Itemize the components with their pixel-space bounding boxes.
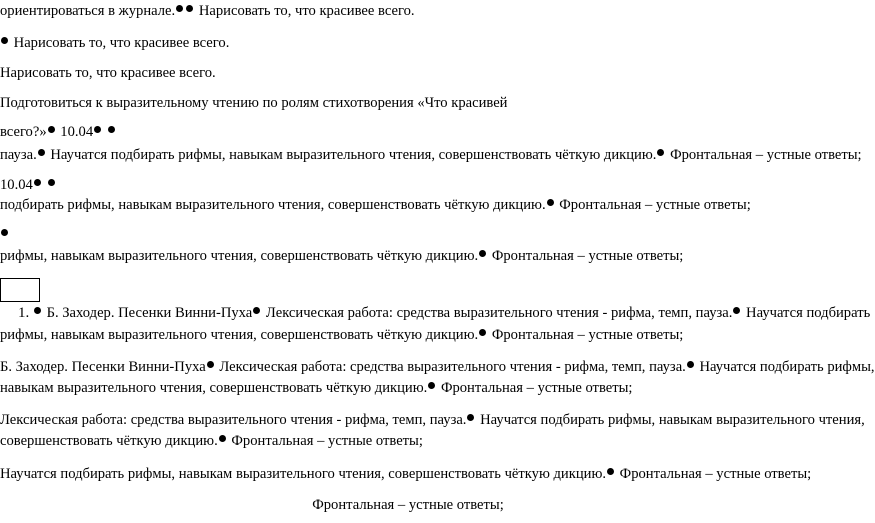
text-fragment: Нарисовать то, что красивее всего.	[13, 35, 230, 51]
text-fragment: Б. Заходер. Песенки Винни-Пуха	[0, 359, 206, 375]
text-fragment: Фронтальная – устные ответы;	[231, 433, 423, 449]
bullet-icon	[607, 468, 614, 475]
bullet-icon	[38, 149, 45, 156]
bullet-icon	[1, 229, 8, 236]
text-fragment: пауза.	[0, 147, 37, 163]
text-line-10	[18, 304, 870, 322]
text-line-9-bullet	[0, 226, 10, 244]
text-fragment: Научатся подбирать рифмы, навыкам выразительного чтения, совершенствовать чёткую дикцию.	[50, 147, 657, 163]
text-fragment: Б. Заходер. Песенки Винни-Пуха	[46, 305, 253, 321]
bullet-icon	[207, 361, 214, 368]
bullet-icon	[108, 126, 115, 133]
text-line-3	[0, 64, 216, 82]
text-fragment: Фронтальная – устные ответы;	[440, 380, 633, 396]
bullet-icon	[34, 307, 41, 314]
text-fragment: навыкам выразительного чтения, совершенствовать чёткую дикцию.	[0, 380, 428, 396]
list-number: 1.	[18, 305, 30, 321]
bullet-icon	[48, 179, 55, 186]
text-fragment: всего?»	[0, 124, 47, 140]
text-line-4	[0, 94, 508, 112]
bullet-icon	[1, 37, 8, 44]
bullet-icon	[34, 179, 41, 186]
text-fragment: рифмы, навыкам выразительного чтения, совершенствовать чёткую дикцию.	[0, 248, 479, 264]
bullet-icon	[428, 382, 435, 389]
text-fragment: Фронтальная – устные ответы;	[559, 197, 751, 213]
text-fragment: Фронтальная – устные ответы;	[491, 248, 684, 264]
text-fragment: Научатся подбирать рифмы, навыкам выразительного чтения, совершенствовать чёткую дикцию.	[0, 466, 607, 482]
text-fragment: Нарисовать то, что красивее всего.	[0, 65, 216, 81]
text-line-11	[0, 326, 683, 344]
date-text: 10.04	[60, 124, 94, 140]
bullet-icon	[48, 126, 55, 133]
text-line-9	[0, 247, 683, 265]
text-fragment: Фронтальная – устные ответы;	[670, 147, 862, 163]
text-line-1	[0, 2, 415, 20]
bullet-icon	[467, 414, 474, 421]
text-fragment: Нарисовать то, что красивее всего.	[198, 3, 415, 19]
bullet-icon	[479, 250, 486, 257]
text-line-14	[0, 411, 865, 429]
text-line-8	[0, 196, 751, 214]
text-line-15	[0, 432, 423, 450]
text-fragment: подбирать рифмы, навыкам выразительного чтения, совершенствовать чёткую дикцию.	[0, 197, 546, 213]
text-line-7	[0, 176, 57, 194]
text-line-6	[0, 146, 862, 164]
text-fragment: Фронтальная – устные ответы;	[312, 497, 504, 513]
text-line-12	[0, 358, 875, 376]
bullet-icon	[94, 126, 101, 133]
text-fragment: Научатся подбирать рифмы,	[699, 359, 875, 375]
bullet-icon	[219, 435, 226, 442]
text-fragment: рифмы, навыкам выразительного чтения, совершенствовать чёткую дикцию.	[0, 327, 479, 343]
date-text: 10.04	[0, 177, 33, 193]
text-fragment: Лексическая работа: средства выразительного чтения - рифма, темп, пауза.	[265, 305, 733, 321]
text-fragment: Подготовиться к выразительному чтению по ролям стихотворения «Что красивей	[0, 95, 508, 111]
text-fragment: Фронтальная – устные ответы;	[491, 327, 684, 343]
text-line-16	[0, 465, 811, 483]
text-fragment: Лексическая работа: средства выразительного чтения - рифма, темп, пауза.	[219, 359, 686, 375]
bullet-icon	[479, 329, 486, 336]
bullet-icon	[547, 199, 554, 206]
bullet-icon	[176, 5, 183, 12]
text-line-17	[0, 496, 816, 514]
text-fragment: ориентироваться в журнале.	[0, 3, 176, 19]
bullet-icon	[733, 307, 740, 314]
text-fragment: Фронтальная – устные ответы;	[619, 466, 812, 482]
bullet-icon	[657, 149, 664, 156]
bullet-icon	[253, 307, 260, 314]
text-fragment: Научатся подбирать рифмы, навыкам выразительного чтения,	[480, 412, 865, 428]
text-fragment: Научатся подбирать	[746, 305, 871, 321]
text-fragment: совершенствовать чёткую дикцию.	[0, 433, 218, 449]
text-fragment: Лексическая работа: средства выразительного чтения - рифма, темп, пауза.	[0, 412, 467, 428]
text-line-2	[0, 34, 229, 52]
text-line-13	[0, 379, 632, 397]
bullet-icon	[186, 5, 193, 12]
bullet-icon	[687, 361, 694, 368]
text-line-5	[0, 123, 117, 141]
empty-table-cell	[0, 278, 40, 302]
